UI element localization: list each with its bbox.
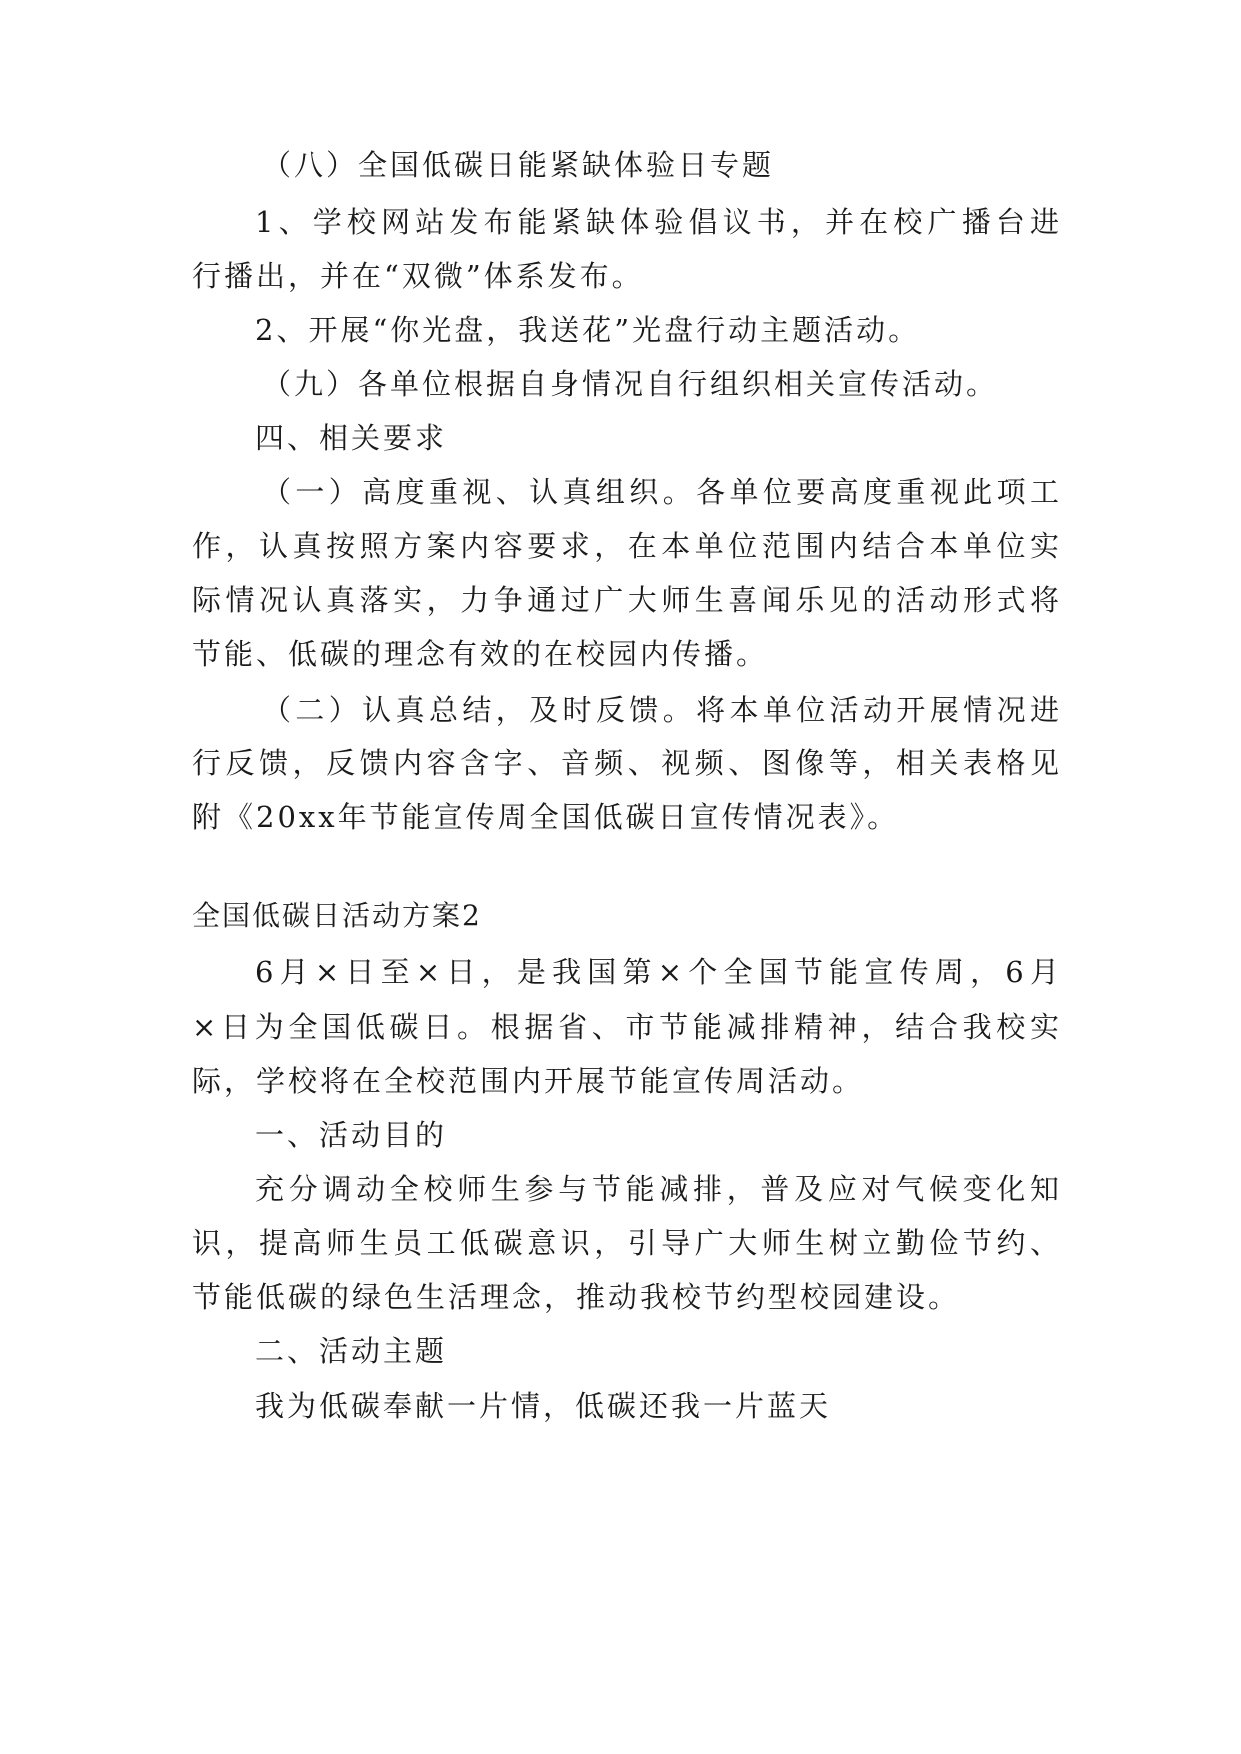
document-title: 全国低碳日活动方案2 [192,899,482,932]
paragraph-line: 际情况认真落实，力争通过广大师生喜闻乐见的活动形式将 [192,583,1062,617]
paragraph-line: 识，提高师生员工低碳意识，引导广大师生树立勤俭节约、 [192,1226,1062,1260]
section-heading: 二、活动主题 [255,1334,448,1368]
paragraph-line: （一）高度重视、认真组织。各单位要高度重视此项工 [262,475,1062,509]
paragraph-line: ×日为全国低碳日。根据省、市节能减排精神，结合我校实 [192,1010,1062,1044]
paragraph-line: 我为低碳奉献一片情，低碳还我一片蓝天 [255,1389,832,1423]
paragraph-line: 节能、低碳的理念有效的在校园内传播。 [192,637,769,671]
paragraph-line: （八）全国低碳日能紧缺体验日专题 [262,148,775,182]
paragraph-line: 1、学校网站发布能紧缺体验倡议书，并在校广播台进 [255,205,1062,239]
paragraph-line: 行播出，并在“双微”体系发布。 [192,259,644,293]
paragraph-line: 2、开展“你光盘，我送花”光盘行动主题活动。 [255,313,921,347]
paragraph-line: 作，认真按照方案内容要求，在本单位范围内结合本单位实 [192,529,1062,563]
paragraph-line: 际，学校将在全校范围内开展节能宣传周活动。 [192,1064,865,1098]
paragraph-line: 附《20xx年节能宣传周全国低碳日宣传情况表》。 [192,800,900,834]
paragraph-line: 6月×日至×日，是我国第×个全国节能宣传周，6月 [255,955,1062,989]
section-heading: 一、活动目的 [255,1118,448,1152]
section-heading: 四、相关要求 [255,421,448,455]
paragraph-line: 节能低碳的绿色生活理念，推动我校节约型校园建设。 [192,1280,961,1314]
paragraph-line: 充分调动全校师生参与节能减排，普及应对气候变化知 [255,1172,1062,1206]
paragraph-line: 行反馈，反馈内容含字、音频、视频、图像等，相关表格见 [192,746,1062,780]
paragraph-line: （九）各单位根据自身情况自行组织相关宣传活动。 [262,367,999,401]
paragraph-line: （二）认真总结，及时反馈。将本单位活动开展情况进 [262,693,1062,727]
